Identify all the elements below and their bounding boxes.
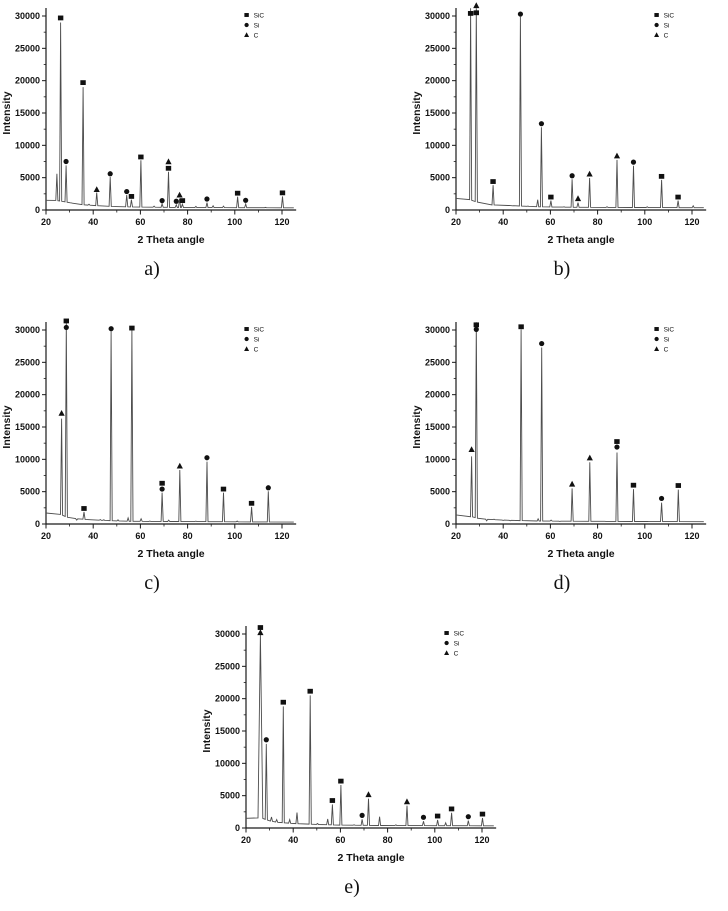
legend-label-c: C [253,32,259,40]
y-axis-label: Intensity [1,405,13,449]
peak-marker-si-icon [174,199,179,204]
peak-marker-c-icon [177,192,183,198]
y-axis-label: Intensity [411,405,423,449]
legend-label-si: Si [253,336,260,344]
y-tick-label: 0 [234,823,240,833]
y-tick-label: 30000 [14,325,40,335]
y-axis-label: Intensity [1,91,13,135]
y-tick-label: 30000 [14,11,40,21]
peak-marker-sic-icon [129,194,134,199]
y-tick-label: 5000 [19,172,40,183]
peak-marker-sic-icon [330,798,335,803]
x-tick-label: 100 [227,217,243,227]
peak-marker-c-icon [94,186,100,192]
x-tick-label: 120 [684,531,700,541]
peak-marker-sic-icon [235,191,240,196]
x-axis-label: 2 Theta angle [547,548,615,560]
legend-label-si: Si [663,336,670,344]
peak-marker-si-icon [108,171,113,176]
xrd-chart-a [0,2,304,250]
x-axis-label: 2 Theta angle [137,548,205,560]
peak-marker-si-icon [474,327,479,332]
x-tick-label: 40 [498,217,509,227]
peak-marker-sic-icon [58,16,63,21]
peak-marker-sic-icon [280,190,285,195]
panel-caption-e: e) [344,876,360,898]
xrd-trace [46,23,294,208]
y-tick-label: 5000 [429,172,450,183]
legend-c-icon [244,346,249,351]
peak-marker-sic-icon [64,319,69,324]
peak-marker-si-icon [63,159,68,164]
x-tick-label: 60 [545,217,556,227]
peak-marker-sic-icon [468,11,473,16]
x-tick-label: 20 [240,835,252,845]
x-tick-label: 40 [88,217,99,227]
peak-marker-c-icon [473,2,479,8]
xrd-panel-e [200,620,504,899]
y-tick-label: 10000 [14,140,40,151]
legend-c-icon [444,650,449,655]
legend-label-c: C [253,346,259,354]
peak-marker-c-icon [575,195,581,201]
panel-caption-c: c) [144,572,160,594]
y-tick-label: 25000 [14,43,40,54]
peak-marker-si-icon [124,189,129,194]
xrd-chart-b [410,2,714,250]
legend-label-sic: SiC [253,326,265,334]
xrd-chart-c [0,316,304,564]
y-tick-label: 15000 [424,422,450,432]
peak-marker-sic-icon [435,814,440,819]
x-tick-label: 80 [592,531,603,541]
peak-marker-sic-icon [480,812,485,817]
x-tick-label: 80 [182,217,193,227]
peak-marker-si-icon [64,325,69,330]
peak-marker-sic-icon [80,80,85,85]
y-tick-label: 30000 [424,11,450,21]
xrd-panel-d [410,316,714,595]
peak-marker-c-icon [569,481,575,487]
y-tick-label: 30000 [214,629,240,639]
y-tick-label: 15000 [14,422,40,432]
peak-marker-sic-icon [675,195,680,200]
x-tick-label: 20 [40,217,52,227]
x-tick-label: 80 [382,835,393,845]
peak-marker-c-icon [165,158,171,164]
peak-marker-sic-icon [138,155,143,160]
peak-marker-sic-icon [474,322,479,327]
y-tick-label: 10000 [424,454,450,465]
y-tick-label: 20000 [14,389,40,400]
legend-sic-icon [654,13,658,17]
y-tick-label: 15000 [214,726,240,736]
y-tick-label: 0 [34,205,40,215]
xrd-panel-b [410,2,714,281]
peak-marker-sic-icon [659,174,664,179]
y-tick-label: 20000 [14,75,40,86]
panel-caption-d: d) [553,572,571,594]
y-tick-label: 0 [444,205,450,215]
y-tick-label: 5000 [219,790,240,801]
axis-frame [46,322,296,524]
peak-marker-sic-icon [474,10,479,15]
legend-si-icon [244,23,248,27]
x-tick-label: 20 [450,217,462,227]
x-tick-label: 60 [135,217,146,227]
peak-marker-sic-icon [258,625,263,630]
peak-marker-sic-icon [129,326,134,331]
x-tick-label: 100 [227,531,243,541]
x-tick-label: 40 [498,531,509,541]
legend-sic-icon [654,327,658,331]
x-axis-label: 2 Theta angle [137,234,205,246]
x-tick-label: 60 [545,531,556,541]
peak-marker-sic-icon [166,166,171,171]
legend-label-sic: SiC [663,12,675,20]
peak-marker-si-icon [109,326,114,331]
peak-marker-si-icon [160,486,165,491]
y-tick-label: 15000 [424,108,450,118]
legend-si-icon [244,337,248,341]
peak-marker-sic-icon [180,198,185,203]
peak-marker-si-icon [539,121,544,126]
peak-marker-c-icon [587,455,593,461]
peak-marker-sic-icon [449,807,454,812]
y-axis-label: Intensity [411,91,423,135]
legend-c-icon [654,346,659,351]
legend-label-sic: SiC [253,12,265,20]
legend-label-sic: SiC [663,326,675,334]
x-tick-label: 120 [274,217,290,227]
peak-marker-si-icon [518,11,523,16]
peak-marker-sic-icon [676,483,681,488]
legend-c-icon [654,32,659,37]
legend-label-si: Si [253,22,260,30]
panel-caption-a: a) [144,258,160,280]
x-tick-label: 80 [592,217,603,227]
peak-marker-sic-icon [548,195,553,200]
x-tick-label: 100 [637,217,653,227]
x-tick-label: 80 [182,531,193,541]
peak-marker-si-icon [160,198,165,203]
legend-si-icon [444,641,448,645]
legend-sic-icon [444,631,448,635]
legend-si-icon [654,23,658,27]
x-tick-label: 100 [427,835,443,845]
peak-marker-si-icon [539,341,544,346]
peak-marker-sic-icon [307,689,312,694]
y-tick-label: 25000 [424,357,450,368]
x-tick-label: 20 [450,531,462,541]
peak-marker-si-icon [360,813,365,818]
y-tick-label: 5000 [429,486,450,497]
peak-marker-si-icon [659,496,664,501]
peak-marker-c-icon [469,446,475,452]
peak-marker-sic-icon [614,439,619,444]
y-tick-label: 10000 [424,140,450,151]
peak-marker-c-icon [587,171,593,177]
peak-marker-sic-icon [518,324,523,329]
x-tick-label: 120 [274,531,290,541]
x-tick-label: 60 [335,835,346,845]
xrd-chart-d [410,316,714,564]
x-axis-label: 2 Theta angle [337,852,405,864]
x-tick-label: 120 [684,217,700,227]
peak-marker-si-icon [421,815,426,820]
peak-marker-sic-icon [281,700,286,705]
legend-sic-icon [244,13,248,17]
legend-c-icon [244,32,249,37]
peak-marker-c-icon [59,410,65,416]
panel-caption-b: b) [553,258,571,280]
peak-marker-sic-icon [81,506,86,511]
legend-label-c: C [663,32,669,40]
y-tick-label: 5000 [19,486,40,497]
y-tick-label: 0 [444,519,450,529]
peak-marker-c-icon [365,791,371,797]
y-tick-label: 30000 [424,325,450,335]
xrd-chart-e [200,620,504,868]
y-tick-label: 10000 [14,454,40,465]
peak-marker-si-icon [266,485,271,490]
peak-marker-si-icon [631,160,636,165]
y-tick-label: 10000 [214,758,240,769]
x-axis-label: 2 Theta angle [547,234,615,246]
peak-marker-si-icon [264,737,269,742]
peak-marker-si-icon [243,198,248,203]
legend-si-icon [654,337,658,341]
x-tick-label: 100 [637,531,653,541]
peak-marker-sic-icon [221,487,226,492]
xrd-panel-a [0,2,304,281]
y-axis-label: Intensity [201,709,213,753]
y-tick-label: 20000 [424,389,450,400]
peak-marker-c-icon [177,463,183,469]
peak-marker-sic-icon [490,179,495,184]
peak-marker-sic-icon [338,779,343,784]
legend-sic-icon [244,327,248,331]
xrd-panel-c [0,316,304,595]
x-tick-label: 20 [40,531,52,541]
legend-label-si: Si [663,22,670,30]
y-tick-label: 25000 [14,357,40,368]
peak-marker-si-icon [204,455,209,460]
y-tick-label: 0 [34,519,40,529]
x-tick-label: 120 [474,835,490,845]
peak-marker-si-icon [614,444,619,449]
axis-frame [456,322,706,524]
y-tick-label: 20000 [424,75,450,86]
y-tick-label: 20000 [214,693,240,704]
y-tick-label: 25000 [424,43,450,54]
peak-marker-sic-icon [249,501,254,506]
peak-marker-si-icon [204,196,209,201]
peak-marker-c-icon [257,629,263,635]
peak-marker-c-icon [404,798,410,804]
x-tick-label: 40 [88,531,99,541]
peak-marker-sic-icon [631,483,636,488]
peak-marker-si-icon [570,173,575,178]
legend-label-sic: SiC [453,630,465,638]
y-tick-label: 15000 [14,108,40,118]
x-tick-label: 60 [135,531,146,541]
y-tick-label: 25000 [214,661,240,672]
legend-label-si: Si [453,640,460,648]
peak-marker-si-icon [466,814,471,819]
x-tick-label: 40 [288,835,299,845]
legend-label-c: C [453,650,459,658]
peak-marker-c-icon [614,153,620,159]
peak-marker-sic-icon [159,481,164,486]
legend-label-c: C [663,346,669,354]
